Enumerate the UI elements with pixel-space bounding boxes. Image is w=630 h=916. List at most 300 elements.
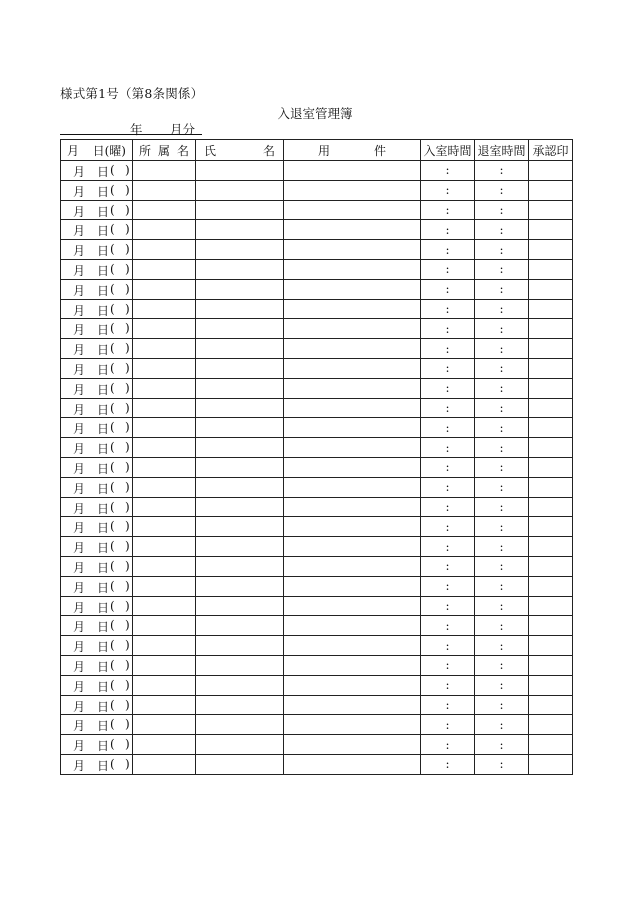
month-char: 月 bbox=[73, 679, 86, 694]
month-char: 月 bbox=[73, 521, 86, 536]
approval-seal-cell[interactable] bbox=[529, 517, 573, 537]
business-cell[interactable] bbox=[284, 339, 421, 359]
table-row bbox=[61, 616, 573, 636]
name-cell[interactable] bbox=[196, 735, 284, 755]
table-row bbox=[61, 695, 573, 715]
affiliation-cell[interactable] bbox=[133, 497, 196, 517]
day-char: 日 bbox=[97, 283, 110, 298]
approval-seal-cell[interactable] bbox=[529, 358, 573, 378]
table-row bbox=[61, 180, 573, 200]
table-row bbox=[61, 754, 573, 774]
date-cell[interactable] bbox=[61, 299, 133, 319]
business-cell[interactable] bbox=[284, 161, 421, 181]
approval-seal-cell[interactable] bbox=[529, 398, 573, 418]
entry-time-cell[interactable]: : bbox=[421, 279, 475, 299]
entry-time-cell[interactable]: : bbox=[421, 537, 475, 557]
affiliation-cell[interactable] bbox=[133, 596, 196, 616]
business-cell[interactable] bbox=[284, 517, 421, 537]
business-cell[interactable] bbox=[284, 596, 421, 616]
business-cell[interactable] bbox=[284, 636, 421, 656]
month-char: 月 bbox=[73, 442, 86, 457]
business-cell[interactable] bbox=[284, 220, 421, 240]
affiliation-cell[interactable] bbox=[133, 477, 196, 497]
date-cell[interactable] bbox=[61, 259, 133, 279]
paren-open: ( bbox=[110, 618, 115, 633]
name-cell[interactable] bbox=[196, 715, 284, 735]
header-business-char: 件 bbox=[374, 143, 387, 158]
month-char: 月 bbox=[73, 699, 86, 714]
name-cell[interactable] bbox=[196, 477, 284, 497]
affiliation-cell[interactable] bbox=[133, 537, 196, 557]
entry-time-cell[interactable]: : bbox=[421, 636, 475, 656]
business-cell[interactable] bbox=[284, 418, 421, 438]
date-cell[interactable] bbox=[61, 537, 133, 557]
approval-seal-cell[interactable] bbox=[529, 418, 573, 438]
approval-seal-cell[interactable] bbox=[529, 438, 573, 458]
month-char: 月 bbox=[73, 501, 86, 516]
paren-close: ) bbox=[125, 222, 130, 237]
date-cell[interactable] bbox=[61, 695, 133, 715]
affiliation-cell[interactable] bbox=[133, 319, 196, 339]
paren-open: ( bbox=[110, 380, 115, 395]
paren-close: ) bbox=[125, 717, 130, 732]
day-char: 日 bbox=[97, 739, 110, 754]
paren-open: ( bbox=[110, 440, 115, 455]
name-cell[interactable] bbox=[196, 576, 284, 596]
exit-time-cell[interactable]: : bbox=[475, 675, 529, 695]
day-char: 日 bbox=[97, 422, 110, 437]
paren-open: ( bbox=[110, 558, 115, 573]
business-cell[interactable] bbox=[284, 655, 421, 675]
business-cell[interactable] bbox=[284, 675, 421, 695]
exit-time-cell[interactable]: : bbox=[475, 596, 529, 616]
exit-time-cell[interactable]: : bbox=[475, 161, 529, 181]
affiliation-cell[interactable] bbox=[133, 180, 196, 200]
month-char: 月 bbox=[73, 204, 86, 219]
header-exit-time: 退室時間 bbox=[475, 140, 529, 161]
date-cell[interactable] bbox=[61, 200, 133, 220]
approval-seal-cell[interactable] bbox=[529, 695, 573, 715]
exit-time-cell[interactable]: : bbox=[475, 240, 529, 260]
date-cell[interactable] bbox=[61, 655, 133, 675]
paren-open: ( bbox=[110, 222, 115, 237]
month-char: 月 bbox=[73, 382, 86, 397]
paren-open: ( bbox=[110, 400, 115, 415]
date-cell[interactable] bbox=[61, 517, 133, 537]
affiliation-cell[interactable] bbox=[133, 715, 196, 735]
exit-time-cell[interactable]: : bbox=[475, 576, 529, 596]
paren-open: ( bbox=[110, 163, 115, 177]
name-cell[interactable] bbox=[196, 259, 284, 279]
date-cell[interactable] bbox=[61, 636, 133, 656]
exit-time-cell[interactable]: : bbox=[475, 655, 529, 675]
approval-seal-cell[interactable] bbox=[529, 655, 573, 675]
exit-time-cell[interactable]: : bbox=[475, 735, 529, 755]
approval-seal-cell[interactable] bbox=[529, 576, 573, 596]
business-cell[interactable] bbox=[284, 477, 421, 497]
exit-time-cell[interactable]: : bbox=[475, 517, 529, 537]
log-body bbox=[61, 161, 573, 775]
approval-seal-cell[interactable] bbox=[529, 556, 573, 576]
affiliation-cell[interactable] bbox=[133, 616, 196, 636]
business-cell[interactable] bbox=[284, 556, 421, 576]
date-cell[interactable] bbox=[61, 319, 133, 339]
name-cell[interactable] bbox=[196, 675, 284, 695]
business-cell[interactable] bbox=[284, 319, 421, 339]
approval-seal-cell[interactable] bbox=[529, 259, 573, 279]
affiliation-cell[interactable] bbox=[133, 438, 196, 458]
entry-time-cell[interactable]: : bbox=[421, 754, 475, 774]
business-cell[interactable] bbox=[284, 754, 421, 774]
day-char: 日 bbox=[97, 323, 110, 338]
header-business-char: 用 bbox=[317, 143, 330, 158]
exit-time-cell[interactable]: : bbox=[475, 418, 529, 438]
header-name-char: 氏 bbox=[204, 143, 217, 158]
name-cell[interactable] bbox=[196, 655, 284, 675]
name-cell[interactable] bbox=[196, 596, 284, 616]
date-cell[interactable] bbox=[61, 180, 133, 200]
exit-time-cell[interactable]: : bbox=[475, 477, 529, 497]
month-char: 月 bbox=[73, 224, 86, 239]
entry-time-cell[interactable]: : bbox=[421, 299, 475, 319]
approval-seal-cell[interactable] bbox=[529, 339, 573, 359]
paren-open: ( bbox=[110, 281, 115, 296]
approval-seal-cell[interactable] bbox=[529, 715, 573, 735]
month-char: 月 bbox=[73, 283, 86, 298]
date-cell[interactable] bbox=[61, 576, 133, 596]
entry-time-cell[interactable]: : bbox=[421, 259, 475, 279]
name-cell[interactable] bbox=[196, 497, 284, 517]
approval-seal-cell[interactable] bbox=[529, 537, 573, 557]
entry-time-cell[interactable]: : bbox=[421, 398, 475, 418]
date-cell[interactable] bbox=[61, 358, 133, 378]
header-affiliation-char: 名 bbox=[176, 143, 189, 158]
period-line bbox=[60, 120, 202, 135]
day-char: 日 bbox=[97, 204, 110, 219]
date-cell[interactable] bbox=[61, 220, 133, 240]
date-cell[interactable] bbox=[61, 715, 133, 735]
name-cell[interactable] bbox=[196, 695, 284, 715]
paren-close: ) bbox=[125, 578, 130, 593]
business-cell[interactable] bbox=[284, 358, 421, 378]
affiliation-cell[interactable] bbox=[133, 517, 196, 537]
affiliation-cell[interactable] bbox=[133, 240, 196, 260]
approval-seal-cell[interactable] bbox=[529, 220, 573, 240]
name-cell[interactable] bbox=[196, 398, 284, 418]
exit-time-cell[interactable]: : bbox=[475, 319, 529, 339]
day-char: 日 bbox=[97, 560, 110, 575]
date-cell[interactable] bbox=[61, 378, 133, 398]
day-char: 日 bbox=[97, 620, 110, 635]
date-cell[interactable] bbox=[61, 616, 133, 636]
day-char: 日 bbox=[97, 481, 110, 496]
paren-close: ) bbox=[125, 301, 130, 316]
exit-time-cell[interactable]: : bbox=[475, 378, 529, 398]
affiliation-cell[interactable] bbox=[133, 576, 196, 596]
exit-time-cell[interactable]: : bbox=[475, 220, 529, 240]
affiliation-cell[interactable] bbox=[133, 695, 196, 715]
approval-seal-cell[interactable] bbox=[529, 754, 573, 774]
affiliation-cell[interactable] bbox=[133, 418, 196, 438]
name-cell[interactable] bbox=[196, 339, 284, 359]
day-char: 日 bbox=[97, 580, 110, 595]
name-cell[interactable] bbox=[196, 457, 284, 477]
day-char: 日 bbox=[97, 402, 110, 417]
date-cell[interactable] bbox=[61, 457, 133, 477]
approval-seal-cell[interactable] bbox=[529, 616, 573, 636]
entry-time-cell[interactable]: : bbox=[421, 695, 475, 715]
month-char: 月 bbox=[73, 422, 86, 437]
name-cell[interactable] bbox=[196, 358, 284, 378]
affiliation-cell[interactable] bbox=[133, 754, 196, 774]
day-char: 日 bbox=[97, 679, 110, 694]
entry-time-cell[interactable]: : bbox=[421, 180, 475, 200]
entry-time-cell[interactable]: : bbox=[421, 378, 475, 398]
entry-time-cell[interactable]: : bbox=[421, 457, 475, 477]
paren-open: ( bbox=[110, 578, 115, 593]
table-row bbox=[61, 655, 573, 675]
name-cell[interactable] bbox=[196, 616, 284, 636]
date-cell[interactable] bbox=[61, 418, 133, 438]
entry-time-cell[interactable]: : bbox=[421, 616, 475, 636]
exit-time-cell[interactable]: : bbox=[475, 715, 529, 735]
paren-open: ( bbox=[110, 717, 115, 732]
exit-time-cell[interactable]: : bbox=[475, 180, 529, 200]
business-cell[interactable] bbox=[284, 240, 421, 260]
affiliation-cell[interactable] bbox=[133, 279, 196, 299]
month-char: 月 bbox=[73, 580, 86, 595]
affiliation-cell[interactable] bbox=[133, 735, 196, 755]
entry-time-cell[interactable]: : bbox=[421, 240, 475, 260]
exit-time-cell[interactable]: : bbox=[475, 636, 529, 656]
affiliation-cell[interactable] bbox=[133, 655, 196, 675]
exit-time-cell[interactable]: : bbox=[475, 754, 529, 774]
paren-open: ( bbox=[110, 737, 115, 752]
day-char: 日 bbox=[97, 263, 110, 278]
business-cell[interactable] bbox=[284, 259, 421, 279]
exit-time-cell[interactable]: : bbox=[475, 438, 529, 458]
approval-seal-cell[interactable] bbox=[529, 636, 573, 656]
name-cell[interactable] bbox=[196, 161, 284, 181]
business-cell[interactable] bbox=[284, 398, 421, 418]
exit-time-cell[interactable]: : bbox=[475, 556, 529, 576]
name-cell[interactable] bbox=[196, 299, 284, 319]
exit-time-cell[interactable]: : bbox=[475, 457, 529, 477]
name-cell[interactable] bbox=[196, 319, 284, 339]
entry-time-cell[interactable]: : bbox=[421, 339, 475, 359]
approval-seal-cell[interactable] bbox=[529, 675, 573, 695]
business-cell[interactable] bbox=[284, 457, 421, 477]
day-char: 日 bbox=[97, 442, 110, 457]
entry-time-cell[interactable]: : bbox=[421, 735, 475, 755]
name-cell[interactable] bbox=[196, 754, 284, 774]
business-cell[interactable] bbox=[284, 378, 421, 398]
paren-close: ) bbox=[125, 618, 130, 633]
table-row bbox=[61, 715, 573, 735]
name-cell[interactable] bbox=[196, 279, 284, 299]
paren-close: ) bbox=[125, 202, 130, 217]
month-char: 月 bbox=[73, 323, 86, 338]
table-row bbox=[61, 477, 573, 497]
business-cell[interactable] bbox=[284, 497, 421, 517]
date-cell[interactable] bbox=[61, 675, 133, 695]
approval-seal-cell[interactable] bbox=[529, 240, 573, 260]
business-cell[interactable] bbox=[284, 279, 421, 299]
entry-time-cell[interactable]: : bbox=[421, 576, 475, 596]
entry-time-cell[interactable]: : bbox=[421, 675, 475, 695]
date-cell[interactable] bbox=[61, 279, 133, 299]
date-cell[interactable] bbox=[61, 596, 133, 616]
date-cell[interactable] bbox=[61, 754, 133, 774]
approval-seal-cell[interactable] bbox=[529, 319, 573, 339]
paren-open: ( bbox=[110, 261, 115, 276]
exit-time-cell[interactable]: : bbox=[475, 259, 529, 279]
paren-open: ( bbox=[110, 360, 115, 375]
date-cell[interactable] bbox=[61, 240, 133, 260]
entry-time-cell[interactable]: : bbox=[421, 517, 475, 537]
approval-seal-cell[interactable] bbox=[529, 477, 573, 497]
header-date bbox=[61, 140, 133, 161]
approval-seal-cell[interactable] bbox=[529, 457, 573, 477]
entry-time-cell[interactable]: : bbox=[421, 200, 475, 220]
business-cell[interactable] bbox=[284, 695, 421, 715]
date-cell[interactable] bbox=[61, 161, 133, 181]
approval-seal-cell[interactable] bbox=[529, 279, 573, 299]
affiliation-cell[interactable] bbox=[133, 259, 196, 279]
paren-close: ) bbox=[125, 163, 130, 177]
paren-close: ) bbox=[125, 657, 130, 672]
affiliation-cell[interactable] bbox=[133, 556, 196, 576]
name-cell[interactable] bbox=[196, 378, 284, 398]
date-cell[interactable] bbox=[61, 497, 133, 517]
entry-time-cell[interactable]: : bbox=[421, 556, 475, 576]
entry-time-cell[interactable]: : bbox=[421, 358, 475, 378]
date-cell[interactable] bbox=[61, 438, 133, 458]
paren-close: ) bbox=[125, 182, 130, 197]
paren-close: ) bbox=[125, 499, 130, 514]
affiliation-cell[interactable] bbox=[133, 299, 196, 319]
business-cell[interactable] bbox=[284, 616, 421, 636]
affiliation-cell[interactable] bbox=[133, 457, 196, 477]
entry-time-cell[interactable]: : bbox=[421, 497, 475, 517]
business-cell[interactable] bbox=[284, 537, 421, 557]
date-cell[interactable] bbox=[61, 477, 133, 497]
paren-close: ) bbox=[125, 677, 130, 692]
paren-open: ( bbox=[110, 677, 115, 692]
day-char: 日 bbox=[97, 382, 110, 397]
table-row bbox=[61, 200, 573, 220]
affiliation-cell[interactable] bbox=[133, 378, 196, 398]
name-cell[interactable] bbox=[196, 240, 284, 260]
approval-seal-cell[interactable] bbox=[529, 299, 573, 319]
affiliation-cell[interactable] bbox=[133, 358, 196, 378]
approval-seal-cell[interactable] bbox=[529, 596, 573, 616]
affiliation-cell[interactable] bbox=[133, 675, 196, 695]
approval-seal-cell[interactable] bbox=[529, 497, 573, 517]
exit-time-cell[interactable]: : bbox=[475, 339, 529, 359]
entry-time-cell[interactable]: : bbox=[421, 220, 475, 240]
name-cell[interactable] bbox=[196, 636, 284, 656]
business-cell[interactable] bbox=[284, 735, 421, 755]
affiliation-cell[interactable] bbox=[133, 220, 196, 240]
entry-time-cell[interactable]: : bbox=[421, 418, 475, 438]
affiliation-cell[interactable] bbox=[133, 636, 196, 656]
month-char: 月 bbox=[73, 244, 86, 259]
exit-time-cell[interactable]: : bbox=[475, 537, 529, 557]
form-number: 様式第1号（第8条関係） bbox=[60, 86, 204, 101]
paren-open: ( bbox=[110, 638, 115, 653]
business-cell[interactable] bbox=[284, 715, 421, 735]
month-char: 月 bbox=[73, 758, 86, 773]
affiliation-cell[interactable] bbox=[133, 161, 196, 181]
exit-time-cell[interactable]: : bbox=[475, 200, 529, 220]
date-cell[interactable] bbox=[61, 398, 133, 418]
name-cell[interactable] bbox=[196, 556, 284, 576]
affiliation-cell[interactable] bbox=[133, 398, 196, 418]
paren-open: ( bbox=[110, 499, 115, 514]
business-cell[interactable] bbox=[284, 299, 421, 319]
exit-time-cell[interactable]: : bbox=[475, 616, 529, 636]
approval-seal-cell[interactable] bbox=[529, 161, 573, 181]
business-cell[interactable] bbox=[284, 180, 421, 200]
name-cell[interactable] bbox=[196, 180, 284, 200]
affiliation-cell[interactable] bbox=[133, 200, 196, 220]
paren-open: ( bbox=[110, 202, 115, 217]
month-char: 月 bbox=[73, 343, 86, 358]
approval-seal-cell[interactable] bbox=[529, 378, 573, 398]
exit-time-cell[interactable]: : bbox=[475, 497, 529, 517]
affiliation-cell[interactable] bbox=[133, 339, 196, 359]
entry-time-cell[interactable]: : bbox=[421, 438, 475, 458]
paren-open: ( bbox=[110, 539, 115, 554]
exit-time-cell[interactable]: : bbox=[475, 358, 529, 378]
approval-seal-cell[interactable] bbox=[529, 200, 573, 220]
document-title: 入退室管理簿 bbox=[277, 106, 353, 121]
paren-open: ( bbox=[110, 301, 115, 316]
entry-time-cell[interactable]: : bbox=[421, 715, 475, 735]
paren-close: ) bbox=[125, 598, 130, 613]
name-cell[interactable] bbox=[196, 438, 284, 458]
approval-seal-cell[interactable] bbox=[529, 180, 573, 200]
name-cell[interactable] bbox=[196, 517, 284, 537]
paren-close: ) bbox=[125, 420, 130, 435]
entry-time-cell[interactable]: : bbox=[421, 319, 475, 339]
business-cell[interactable] bbox=[284, 576, 421, 596]
paren-open: ( bbox=[110, 341, 115, 356]
approval-seal-cell[interactable] bbox=[529, 735, 573, 755]
exit-time-cell[interactable]: : bbox=[475, 299, 529, 319]
entry-time-cell[interactable]: : bbox=[421, 161, 475, 181]
business-cell[interactable] bbox=[284, 200, 421, 220]
table-row bbox=[61, 537, 573, 557]
date-cell[interactable] bbox=[61, 556, 133, 576]
exit-time-cell[interactable]: : bbox=[475, 695, 529, 715]
date-cell[interactable] bbox=[61, 339, 133, 359]
exit-time-cell[interactable]: : bbox=[475, 279, 529, 299]
paren-open: ( bbox=[110, 697, 115, 712]
date-cell[interactable] bbox=[61, 735, 133, 755]
day-char: 日 bbox=[97, 659, 110, 674]
name-cell[interactable] bbox=[196, 418, 284, 438]
exit-time-cell[interactable]: : bbox=[475, 398, 529, 418]
name-cell[interactable] bbox=[196, 200, 284, 220]
name-cell[interactable] bbox=[196, 220, 284, 240]
business-cell[interactable] bbox=[284, 438, 421, 458]
entry-time-cell[interactable]: : bbox=[421, 596, 475, 616]
entry-time-cell[interactable]: : bbox=[421, 477, 475, 497]
name-cell[interactable] bbox=[196, 537, 284, 557]
entry-time-cell[interactable]: : bbox=[421, 655, 475, 675]
